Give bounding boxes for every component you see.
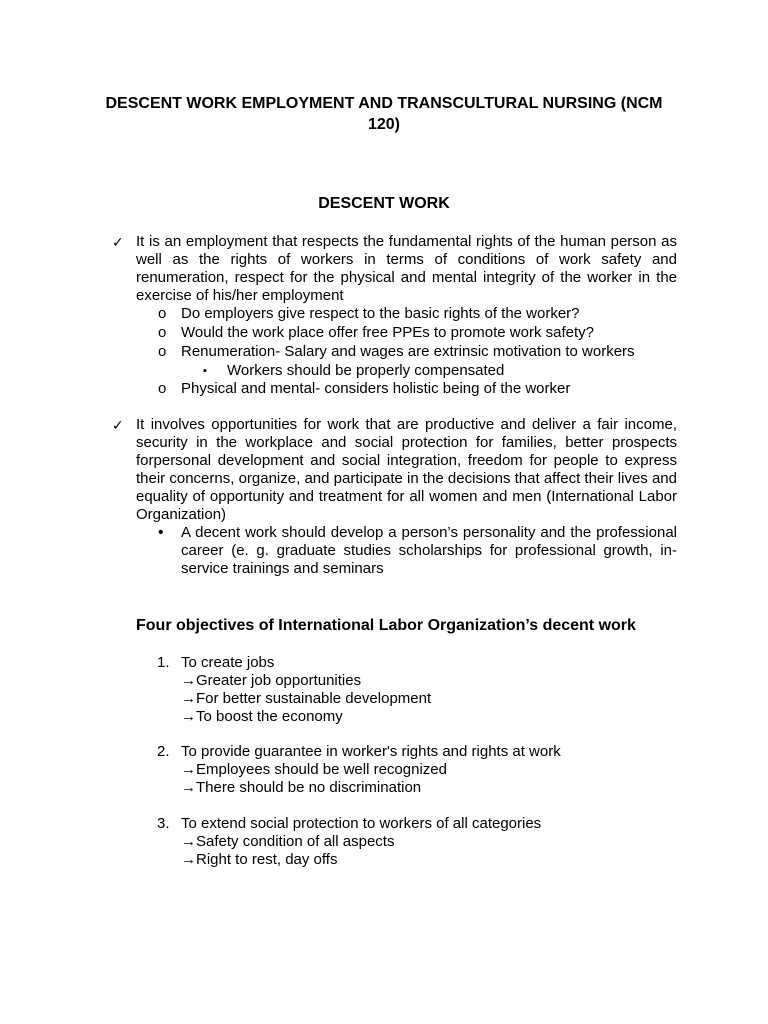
list-number: 1.: [157, 654, 170, 671]
circle-bullet-icon: o: [158, 343, 167, 360]
circle-bullet-icon: o: [158, 305, 167, 322]
objective-title: To provide guarantee in worker's rights and rights at work: [181, 743, 561, 760]
objective-item: →For better sustainable development: [181, 690, 432, 707]
objective-item: →There should be no discrimination: [181, 779, 422, 796]
circle-bullet-icon: o: [158, 380, 167, 397]
square-bullet-icon: ▪: [203, 365, 207, 377]
objective-title: To extend social protection to workers of all categories: [181, 815, 542, 832]
objectives-heading: Four objectives of International Labor Organization’s decent work: [136, 617, 636, 634]
paragraph-opportunities: It involves opportunities for work that are productive and deliver a fair income, security in the workplace and social protection for families, better prospects forpersonal development and social integration, freedom for people to express their concerns, organize, and participate in the decisions that affect their lives and equality of opportunity and treatment for all women and men (International Labor Organization): [136, 416, 677, 523]
objective-item: →Greater job opportunities: [181, 672, 362, 689]
sub-item-compensation: Workers should be properly compensated: [227, 362, 505, 379]
sub-item-basic-rights: Do employers give respect to the basic rights of the worker?: [181, 305, 580, 322]
objective-item: →To boost the economy: [181, 708, 343, 725]
checkmark-icon: ✓: [112, 417, 124, 433]
dot-bullet-icon: •: [158, 524, 164, 541]
paragraph-employment-definition: It is an employment that respects the fundamental rights of the human person as well as the rights of workers in terms of conditions of work safety and renumeration, respect for the physical and mental integrity of the worker in the exercise of his/her employment: [136, 233, 677, 304]
circle-bullet-icon: o: [158, 324, 167, 341]
objective-item: →Employees should be well recognized: [181, 761, 447, 778]
sub-item-physical-mental: Physical and mental- considers holistic being of the worker: [181, 380, 571, 397]
sub-item-ppe: Would the work place offer free PPEs to promote work safety?: [181, 324, 594, 341]
section-heading: DESCENT WORK: [318, 195, 450, 212]
sub-item-renumeration: Renumeration- Salary and wages are extrinsic motivation to workers: [181, 343, 635, 360]
list-number: 2.: [157, 743, 170, 760]
objective-item: →Right to rest, day offs: [181, 851, 338, 868]
objective-title: To create jobs: [181, 654, 275, 671]
bullet-personality-career: A decent work should develop a person’s personality and the professional career (e. g. graduate studies scholarships for professional growth, in-service trainings and seminars: [181, 524, 677, 577]
document-title: DESCENT WORK EMPLOYMENT AND TRANSCULTURAL NURSING (NCM 120): [105, 95, 663, 133]
checkmark-icon: ✓: [112, 234, 124, 250]
objective-item: →Safety condition of all aspects: [181, 833, 395, 850]
list-number: 3.: [157, 815, 170, 832]
